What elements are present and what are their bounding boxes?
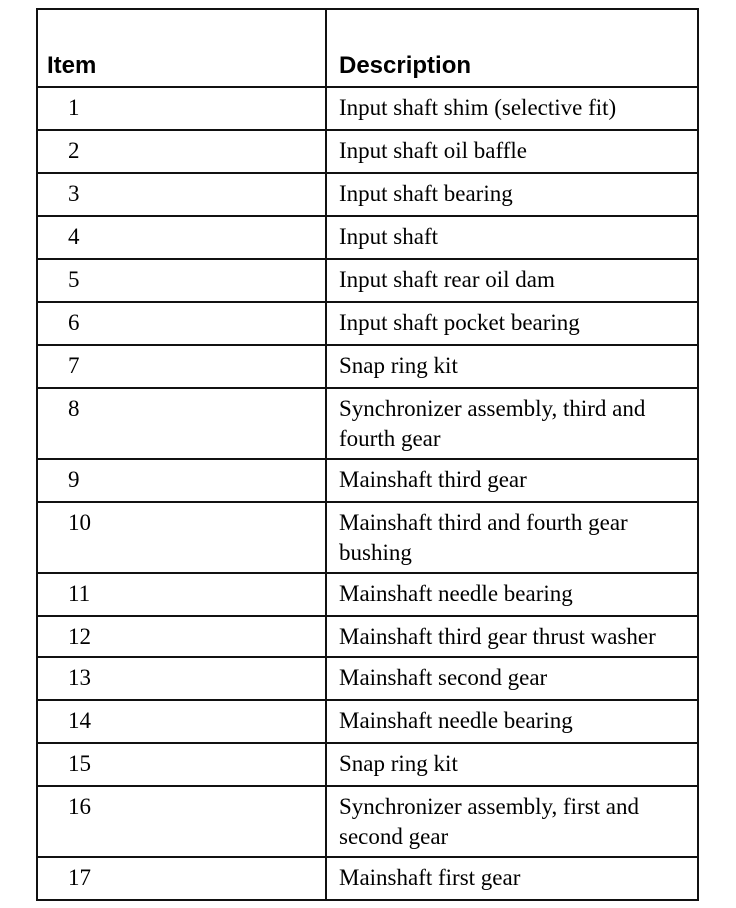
table-row: [37, 130, 698, 173]
table-row: [37, 573, 698, 616]
item-description: Mainshaft needle bearing: [326, 573, 698, 616]
item-description: Mainshaft third and fourth gear bushing: [326, 502, 698, 573]
table-row: [37, 459, 698, 502]
item-description: Mainshaft second gear: [326, 657, 698, 700]
item-description: Input shaft pocket bearing: [326, 302, 698, 345]
item-description: Mainshaft third gear thrust washer: [326, 616, 698, 657]
item-number: 13: [37, 657, 326, 700]
item-description: Snap ring kit: [326, 743, 698, 786]
item-number: 4: [37, 216, 326, 259]
item-number: 1: [37, 87, 326, 130]
item-description: Mainshaft first gear: [326, 857, 698, 900]
item-number: 6: [37, 302, 326, 345]
table-row: [37, 173, 698, 216]
item-description: Input shaft oil baffle: [326, 130, 698, 173]
item-number: 7: [37, 345, 326, 388]
item-description: Synchronizer assembly, first and second gear: [326, 786, 698, 857]
table-row: [37, 502, 698, 573]
table-row: [37, 87, 698, 130]
item-number: 2: [37, 130, 326, 173]
item-number: 16: [37, 786, 326, 857]
table-row: [37, 345, 698, 388]
item-number: 11: [37, 573, 326, 616]
item-description: Input shaft rear oil dam: [326, 259, 698, 302]
item-number: 3: [37, 173, 326, 216]
item-description: Mainshaft needle bearing: [326, 700, 698, 743]
item-number: 15: [37, 743, 326, 786]
item-description: Input shaft bearing: [326, 173, 698, 216]
item-number: 8: [37, 388, 326, 459]
item-number: 12: [37, 616, 326, 657]
table-row: [37, 616, 698, 657]
parts-table: [36, 8, 699, 901]
item-description: Input shaft: [326, 216, 698, 259]
table-row: [37, 743, 698, 786]
item-number: 10: [37, 502, 326, 573]
item-description: Snap ring kit: [326, 345, 698, 388]
item-number: 14: [37, 700, 326, 743]
item-description: Mainshaft third gear: [326, 459, 698, 502]
table-row: [37, 216, 698, 259]
item-number: 5: [37, 259, 326, 302]
table-row: [37, 857, 698, 900]
table-row: [37, 259, 698, 302]
item-description: Input shaft shim (selective fit): [326, 87, 698, 130]
item-number: 17: [37, 857, 326, 900]
table-row: [37, 302, 698, 345]
table-row: [37, 786, 698, 857]
column-header-description: Description: [326, 9, 698, 87]
header-row: [37, 9, 698, 87]
item-description: Synchronizer assembly, third and fourth gear: [326, 388, 698, 459]
table-row: [37, 388, 698, 459]
table-row: [37, 700, 698, 743]
item-number: 9: [37, 459, 326, 502]
column-header-item: Item: [37, 9, 326, 87]
table-row: [37, 657, 698, 700]
